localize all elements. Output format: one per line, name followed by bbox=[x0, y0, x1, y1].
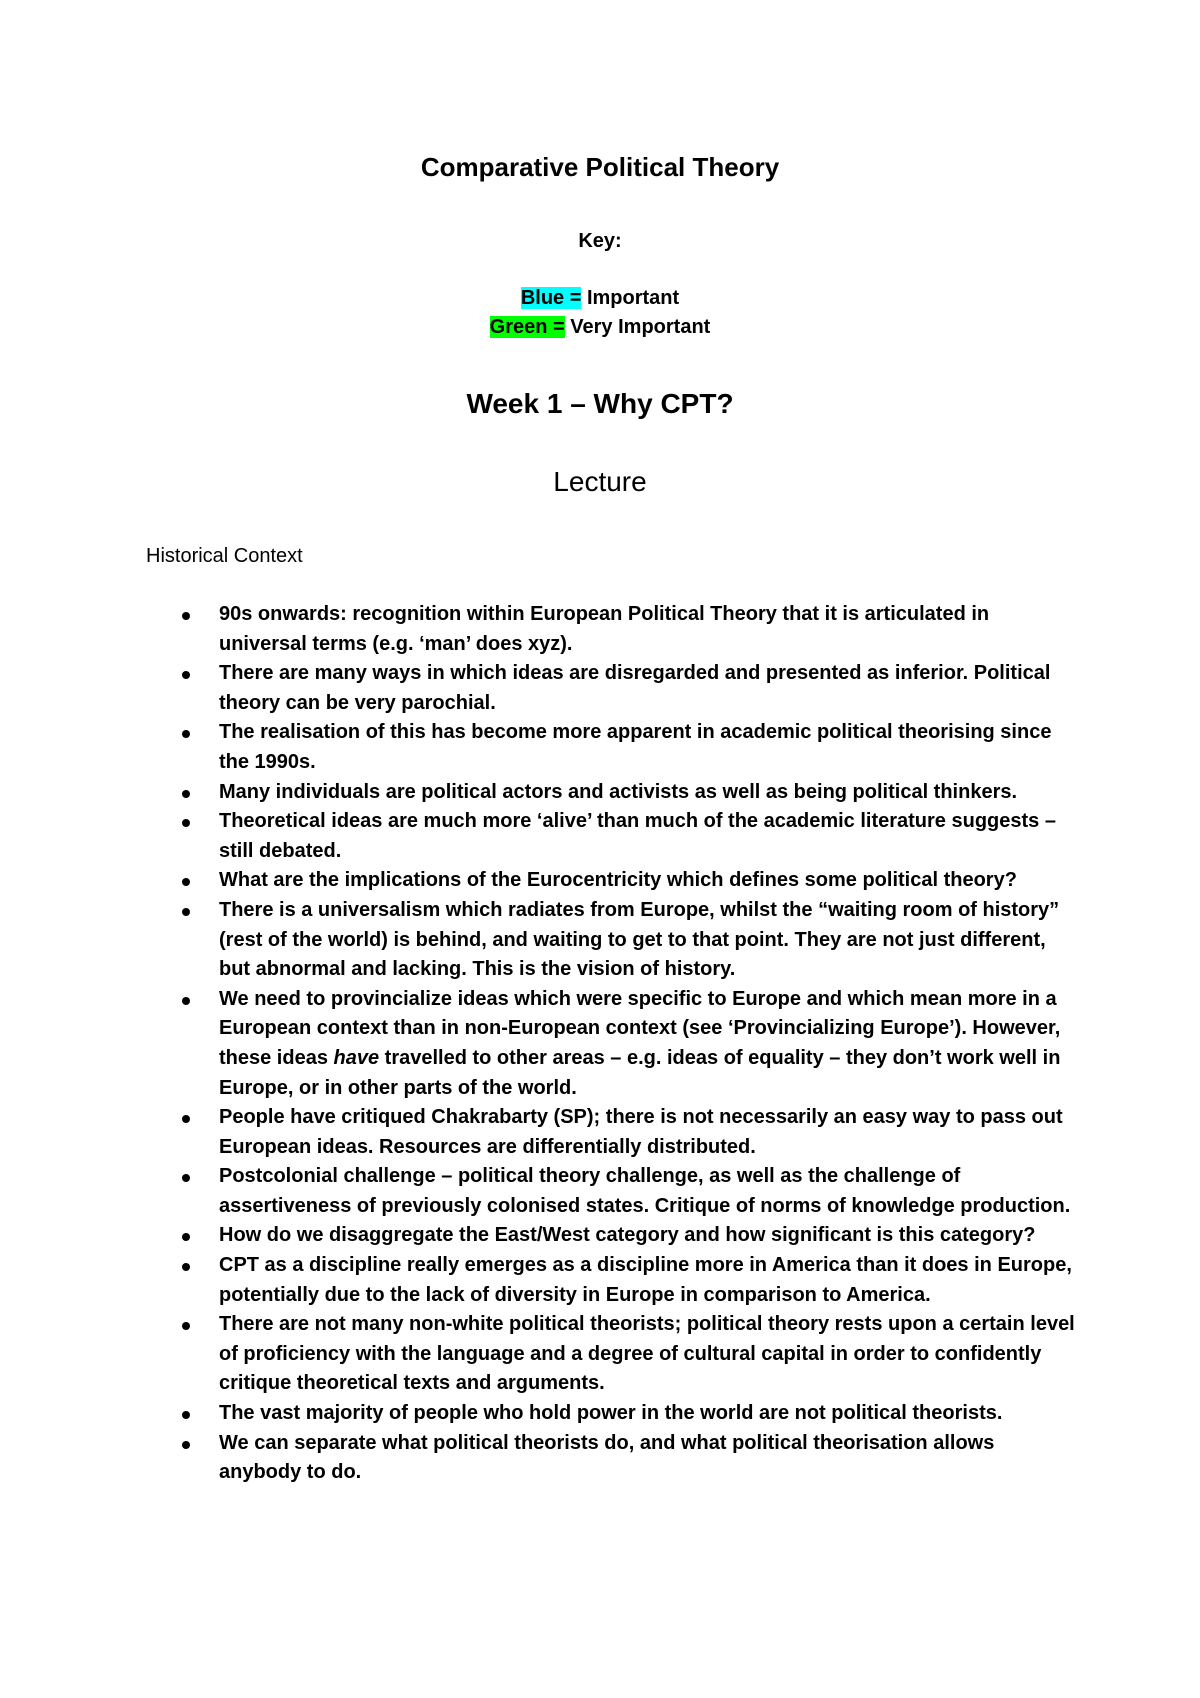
list-item bbox=[146, 1103, 1076, 1162]
bullet-text: Many individuals are political actors and activists as well as being political thinkers. bbox=[219, 780, 1018, 803]
document-title: Comparative Political Theory bbox=[420, 152, 780, 182]
bullet-icon bbox=[182, 1233, 190, 1241]
bullet-text: What are the implications of the Eurocentricity which defines some political theory? bbox=[219, 869, 1017, 892]
bullet-icon bbox=[182, 1411, 190, 1419]
list-item bbox=[146, 659, 1076, 718]
list-item bbox=[146, 718, 1076, 777]
list-item bbox=[146, 866, 1076, 896]
list-item bbox=[146, 1221, 1076, 1251]
list-item bbox=[146, 600, 1076, 659]
list-item bbox=[146, 1399, 1076, 1429]
list-item bbox=[146, 1429, 1076, 1488]
bullet-text: The vast majority of people who hold power in the world are not political theorists. bbox=[219, 1402, 1003, 1425]
bullet-icon bbox=[182, 1174, 190, 1182]
list-item bbox=[146, 807, 1076, 866]
bullet-icon bbox=[182, 612, 190, 620]
bullet-text-emphasis: have bbox=[333, 1046, 380, 1069]
bullet-icon bbox=[182, 790, 190, 798]
bullet-icon bbox=[182, 671, 190, 679]
bullet-text: Postcolonial challenge – political theory challenge, as well as the challenge of assertiveness of previously colonised states. Critique of norms of knowledge production. bbox=[219, 1165, 1071, 1217]
bullet-text: There is a universalism which radiates from Europe, whilst the “waiting room of history” (rest of the world) is behind, and waiting to get to that point. They are not just different, but abnormal and lacking. This is the vision of history. bbox=[219, 898, 1060, 981]
bullet-text: The realisation of this has become more apparent in academic political theorising since the 1990s. bbox=[219, 721, 1052, 773]
blue-highlight-label: Blue = bbox=[520, 287, 582, 309]
list-item bbox=[146, 1162, 1076, 1221]
bullet-text-before: We need to provincialize ideas which were specific to Europe and which mean more in a European context than in non-European context (see ‘Provincializing Europe’). However, these ideas bbox=[219, 987, 1061, 1069]
bullet-icon bbox=[182, 819, 190, 827]
bullet-text: There are not many non-white political theorists; political theory rests upon a certain level of proficiency with the language and a degree of cultural capital in order to confidently critique theoretical texts and arguments. bbox=[219, 1313, 1075, 1395]
bullet-text: Theoretical ideas are much more ‘alive’ than much of the academic literature suggests – still debated. bbox=[219, 810, 1056, 862]
green-meaning: Very Important bbox=[564, 316, 711, 338]
list-item bbox=[146, 778, 1076, 808]
list-item bbox=[146, 896, 1076, 985]
week-heading: Week 1 – Why CPT? bbox=[466, 388, 734, 419]
bullet-icon bbox=[182, 730, 190, 738]
list-item bbox=[146, 1310, 1076, 1399]
bullet-text: There are many ways in which ideas are disregarded and presented as inferior. Political theory can be very parochial. bbox=[219, 662, 1051, 714]
bullet-text: CPT as a discipline really emerges as a discipline more in America than it does in Europe, potentially due to the lack of diversity in Europe in comparison to America. bbox=[219, 1254, 1072, 1306]
bullet-text: We can separate what political theorists do, and what political theorisation allows anybody to do. bbox=[219, 1431, 995, 1484]
bullet-icon bbox=[182, 1263, 190, 1271]
list-item bbox=[146, 985, 1076, 1103]
key-blue-line bbox=[0, 284, 1200, 312]
section-label-historical-context: Historical Context bbox=[146, 545, 303, 567]
bullet-icon bbox=[182, 1322, 190, 1330]
bullet-text: How do we disaggregate the East/West category and how significant is this category? bbox=[219, 1224, 1036, 1247]
key-green-line bbox=[0, 313, 1200, 341]
bullet-icon bbox=[182, 908, 190, 916]
bullet-icon bbox=[182, 1115, 190, 1123]
bullet-icon bbox=[182, 1441, 190, 1449]
bullet-text-after: travelled to other areas – e.g. ideas of equality – they don’t work well in Europe, or in other parts of the world. bbox=[219, 1046, 1061, 1099]
lecture-heading: Lecture bbox=[553, 466, 647, 497]
key-heading: Key: bbox=[578, 230, 622, 252]
green-highlight-label: Green = bbox=[489, 316, 565, 338]
list-item bbox=[146, 1251, 1076, 1310]
bullet-icon bbox=[182, 997, 190, 1005]
bullet-text: People have critiqued Chakrabarty (SP); there is not necessarily an easy way to pass out European ideas. Resources are differentially distributed. bbox=[219, 1106, 1063, 1158]
bullet-text: 90s onwards: recognition within European Political Theory that it is articulated in universal terms (e.g. ‘man’ does xyz). bbox=[219, 603, 990, 655]
bullet-list bbox=[146, 600, 1076, 1488]
bullet-icon bbox=[182, 878, 190, 886]
blue-meaning: Important bbox=[581, 287, 680, 309]
